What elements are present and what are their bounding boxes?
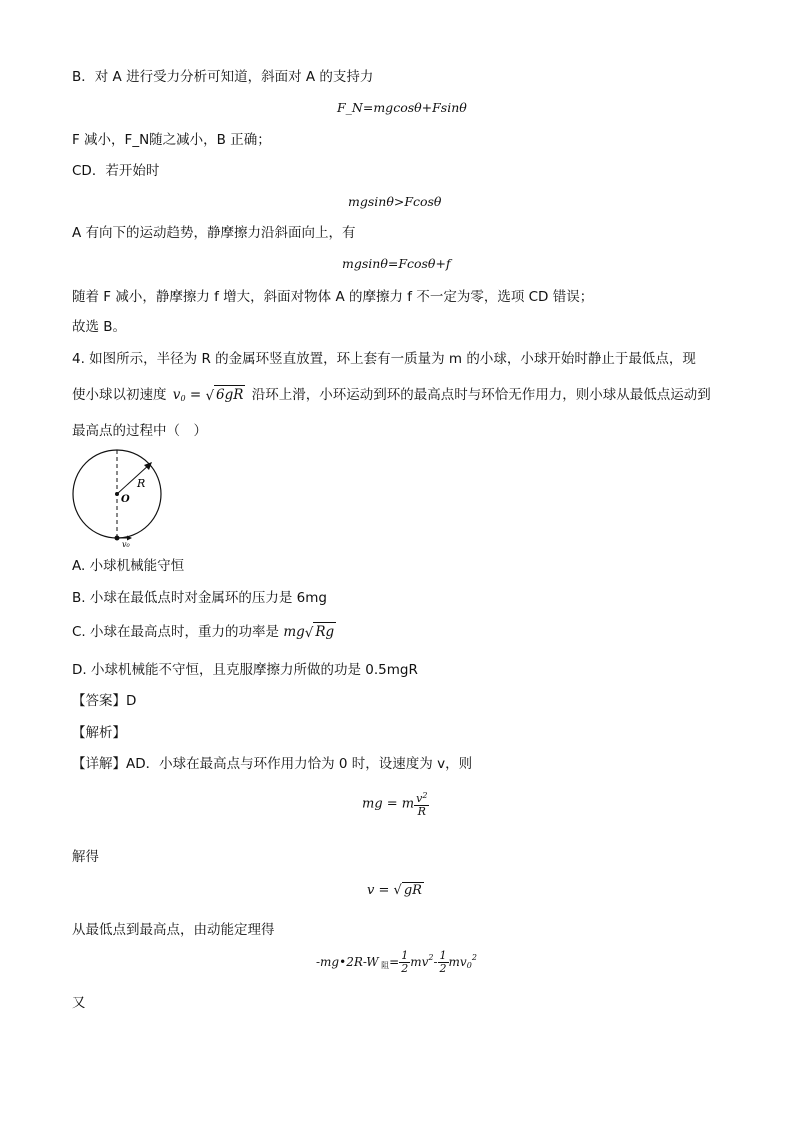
v0-formula: $v_0$ = √ 6gR — [172, 387, 244, 404]
q4-line-2a: 使小球以初速度 — [72, 387, 167, 403]
option-d: D. 小球机械能不守恒，且克服摩擦力所做的功是 0.5mgR — [72, 662, 418, 678]
c-power-formula: mg√ Rg — [283, 624, 335, 641]
b-option-line: B．对 A 进行受力分析可知道，斜面对 A 的支持力 — [72, 69, 374, 85]
equation-energy: -mg•2R-W $_阻$= $\frac{1}{2}$ $mv^2-$ $\frac{1}{2}$ $mv_0^2$ — [316, 949, 477, 975]
solve-line: 解得 — [72, 849, 99, 865]
q4-line-2b: 沿环上滑，小环运动到环的最高点时与环恰无作用力，则小球从最低点运动到 — [251, 387, 711, 403]
energy-line: 从最低点到最高点，由动能定理得 — [72, 922, 275, 938]
b-equation: F_N=mgcosθ+Fsinθ — [337, 100, 467, 115]
again-line: 又 — [72, 995, 86, 1011]
cd-equation-1: mgsinθ>Fcosθ — [348, 194, 442, 209]
b-conclusion: F 减小，F_N随之减小，B 正确； — [72, 132, 271, 148]
choose-b: 故选 B。 — [72, 319, 127, 335]
label-v0: v₀ — [122, 540, 130, 548]
option-c — [72, 622, 336, 642]
ring-figure — [70, 446, 170, 548]
center-point — [115, 492, 119, 496]
equation-v: v = √ gR — [367, 883, 422, 898]
option-a: A. 小球机械能守恒 — [72, 558, 185, 574]
cd-start: CD．若开始时 — [72, 163, 160, 179]
cd-conclusion: 随着 F 减小，静摩擦力 f 增大，斜面对物体 A 的摩擦力 f 不一定为零，选项 CD 错误； — [72, 289, 594, 305]
cd-equation-2: mgsinθ=Fcosθ+f — [342, 256, 451, 271]
option-c-text: C. 小球在最高点时，重力的功率是 — [72, 624, 280, 640]
answer: 【答案】D — [72, 693, 137, 709]
q4-line-3: 最高点的过程中（ ） — [72, 423, 207, 439]
option-b: B. 小球在最低点时对金属环的压力是 6mg — [72, 590, 327, 606]
detail-line: 【详解】AD．小球在最高点与环作用力恰为 0 时，设速度为 v，则 — [72, 756, 473, 772]
cd-trend: A 有向下的运动趋势，静摩擦力沿斜面向上，有 — [72, 225, 356, 241]
label-o: O — [121, 494, 130, 505]
label-r: R — [137, 477, 146, 490]
q4-line-2 — [72, 385, 711, 408]
analysis-heading: 【解析】 — [72, 725, 126, 741]
equation-mg: mg = m $\frac{v^2}{R}$ — [362, 791, 428, 818]
q4-line-1: 4. 如图所示，半径为 R 的金属环竖直放置，环上套有一质量为 m 的小球，小球开始时静止于最低点，现 — [72, 351, 696, 367]
